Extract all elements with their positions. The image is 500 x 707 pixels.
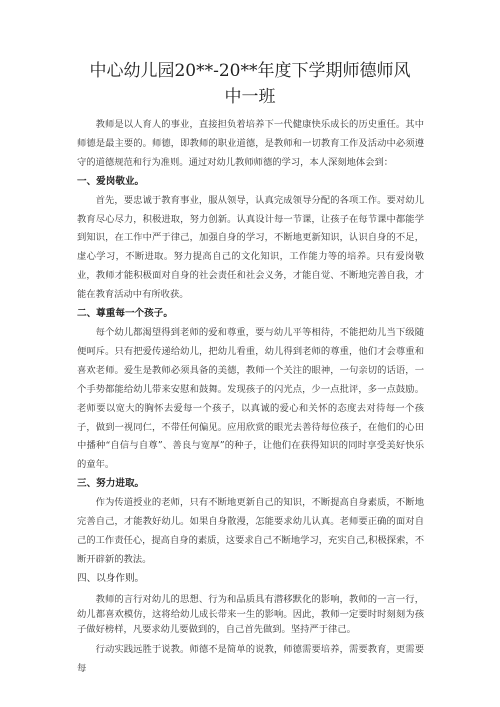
- paragraph: 每个幼儿都渴望得到老师的爱和尊重，要与幼儿平等相待，不能把幼儿当下级随便呵斥。只有把爱传递给幼儿，把幼儿看重，幼儿得到老师的尊重，他们才会尊重和喜欢老师。爱生是教师必须具备的美德，教师一个关注的眼神，一句亲切的话语，一个手势都能给幼儿带来安慰和鼓舞。发现孩子的闪光点，少一点批评，多一点鼓励。老师要以宽大的胸怀去爱每一个孩子，以真诚的爱心和关怀的态度去对待每一个孩子，做到一视同仁，不带任何偏见。应用欣赏的眼光去善待每位孩子，在他们的心田中播种“自信与自尊”、善良与宽厚”的种子，让他们在获得知识的同时享受美好快乐的童年。: [77, 326, 424, 471]
- paragraph: 行动实践远胜于说教。师德不是简单的说教，师德需要培养，需要教育，更需要每: [77, 643, 424, 674]
- section-heading: 一、爱岗敬业。: [77, 175, 145, 187]
- document-title: 中心幼儿园20**-20**年度下学期师德师风: [89, 61, 411, 81]
- document-body: [77, 116, 424, 678]
- paragraph: 教师是以人育人的事业，直接担负着培养下一代健康快乐成长的历史重任。其中师德是最主要的。师德，即教师的职业道德，是教师和一切教育工作及活动中必须遵守的道德规范和行为准则。通过对幼儿教师师德的学习，本人深刻地体会到：: [77, 119, 424, 168]
- paragraph: 作为传道授业的老师，只有不断地更新自己的知识，不断提高自身素质，不断地完善自己，才能教好幼儿。如果自身散漫，怎能要求幼儿认真。老师要正确的面对自己的工作责任心，提高自身的素质，这要求自己不断地学习，充实自己,积极探索，不断开辟新的教法。: [77, 497, 424, 565]
- document-subtitle: 中一班: [224, 87, 276, 107]
- section-heading: 二、尊重每一个孩子。: [77, 308, 173, 320]
- paragraph: 教师的言行对幼儿的思想、行为和品质具有潜移默化的影响，教师的一言一行，幼儿都喜欢模仿，这将给幼儿成长带来一生的影响。因此，教师一定要时时刻刻为孩子做好榜样，凡要求幼儿要做到的，自己首先做到。坚持严于律己。: [77, 593, 424, 635]
- section-heading: 三、努力进取。: [77, 478, 145, 490]
- section-heading: 四、以身作则。: [77, 572, 145, 584]
- paragraph: 首先，要忠诚于教育事业，服从领导，认真完成领导分配的各项工作。要对幼儿教育尽心尽力，积极进取，努力创新。认真设计每一节课，让孩子在每节课中都能学到知识，在工作中严于律己，加强自身的学习，不断地更新知识，认识自身的不足，虚心学习，不断进取。努力提高自己的文化知识，工作能力等的培养。只有爱岗敬业，教师才能积极面对自身的社会责任和社会义务，才能自觉、不断地完善自我，才能在教育活动中有所收获。: [77, 194, 424, 301]
